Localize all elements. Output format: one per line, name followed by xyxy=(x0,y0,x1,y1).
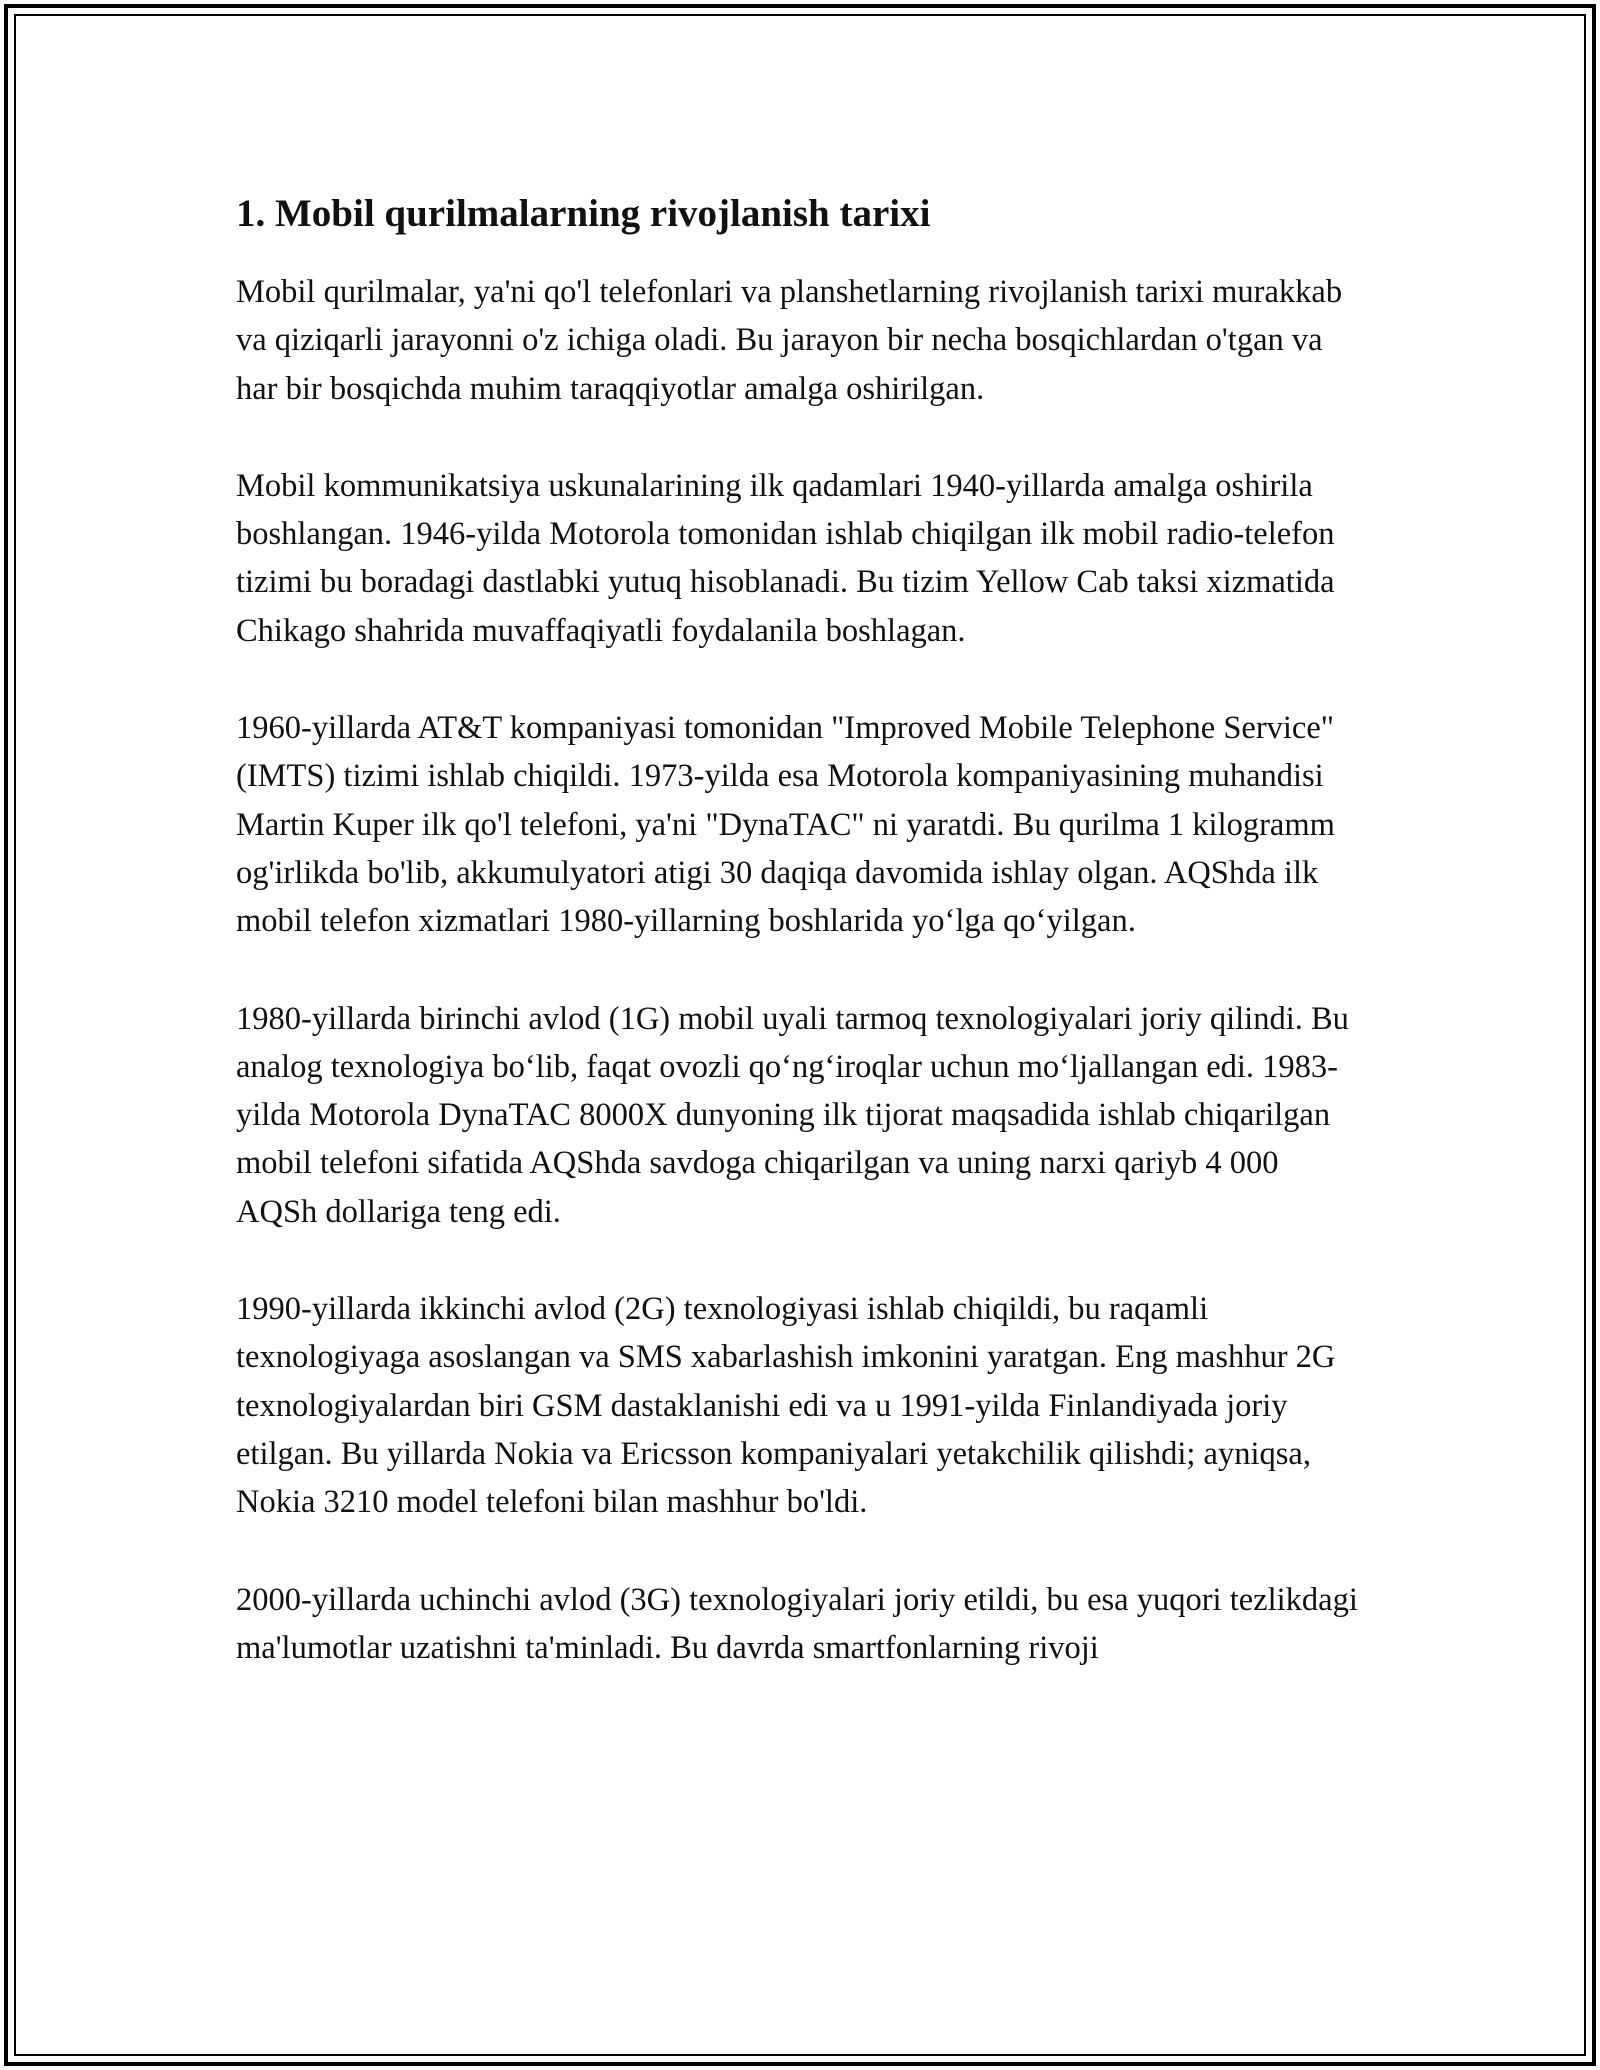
paragraph-1980s: 1980-yillarda birinchi avlod (1G) mobil uyali tarmoq texnologiyalari joriy qilindi. Bu analog texnologiya bo‘lib, faqat ovozli qo‘ng‘iroqlar uchun mo‘ljallangan edi. 1983-yilda Motorola DynaTAC 8000X dunyoning ilk tijorat maqsadida ishlab chiqarilgan mobil telefoni sifatida AQShda savdoga chiqarilgan va uning narxi qariyb 4 000 AQSh dollariga teng edi. xyxy=(236,1000,1349,1230)
document-body xyxy=(236,186,1366,1721)
paragraph-1940s: Mobil kommunikatsiya uskunalarining ilk qadamlari 1940-yillarda amalga oshirila boshlangan. 1946-yilda Motorola tomonidan ishlab chiqilgan ilk mobil radio-telefon tizimi bu boradagi dastlabki yutuq hisoblanadi. Bu tizim Yellow Cab taksi xizmatida Chikago shahrida muvaffaqiyatli foydalanila boshlagan. xyxy=(236,467,1335,649)
paragraph-1960s: 1960-yillarda AT&T kompaniyasi tomonidan "Improved Mobile Telephone Service" (IMTS) tizimi ishlab chiqildi. 1973-yilda esa Motorola kompaniyasining muhandisi Martin Kuper ilk qo'l telefoni, ya'ni "DynaTAC" ni yaratdi. Bu qurilma 1 kilogramm og'irlikda bo'lib, akkumulyatori atigi 30 daqiqa davomida ishlay olgan. AQShda ilk mobil telefon xizmatlari 1980-yillarning boshlarida yo‘lga qo‘yilgan. xyxy=(236,710,1335,940)
paragraph-intro: Mobil qurilmalar, ya'ni qo'l telefonlari va planshetlarning rivojlanish tarixi murakkab va qiziqarli jarayonni o'z ichiga oladi. Bu jarayon bir necha bosqichlardan o'tgan va har bir bosqichda muhim taraqqiyotlar amalga oshirilgan. xyxy=(236,274,1343,407)
paragraph-1990s: 1990-yillarda ikkinchi avlod (2G) texnologiyasi ishlab chiqildi, bu raqamli texnologiyaga asoslangan va SMS xabarlashish imkonini yaratgan. Eng mashhur 2G texnologiyalardan biri GSM dastaklanishi edi va u 1991-yilda Finlandiyada joriy etilgan. Bu yillarda Nokia va Ericsson kompaniyalari yetakchilik qilishdi; ayniqsa, Nokia 3210 model telefoni bilan mashhur bo'ldi. xyxy=(236,1291,1336,1521)
section-heading: 1. Mobil qurilmalarning rivojlanish tarixi xyxy=(236,192,931,235)
paragraph-2000s: 2000-yillarda uchinchi avlod (3G) texnologiyalari joriy etildi, bu esa yuqori tezlikdagi ma'lumotlar uzatishni ta'minladi. Bu davrda smartfonlarning rivoji xyxy=(236,1581,1358,1666)
